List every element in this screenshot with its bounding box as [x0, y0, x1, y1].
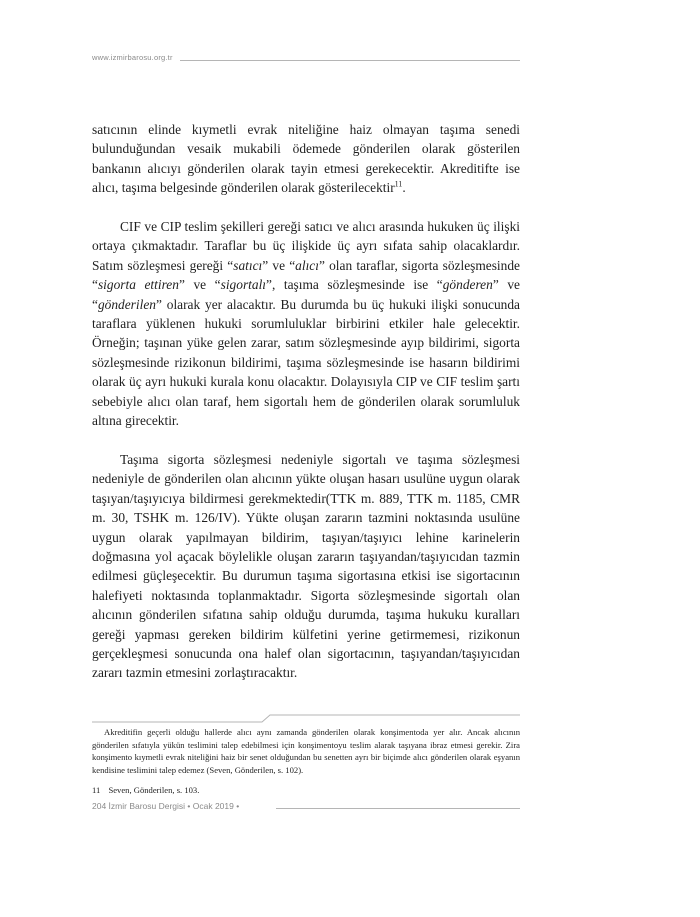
text-run: ” olarak yer alacaktır. Bu durumda bu üç hukuki ilişki sonucunda taraflara yüklenen hukuki sorumluluklar birbirini etkiler hale gelecektir. Örneğin; taşınan yüke gelen zarar, satım sözleşmesinde ayıp bildirimi, sigorta sözleşmesinde rizikonun bildirimi, taşıma sözleşmesinde ise hasarın bildirimi olarak üç ayrı hukuki kurala konu olacaktır. Dolayısıyla CIP ve CIF teslim şartı sebebiyle alıcı olan taraf, hem sigortalı hem de gönderilen olarak sorumluluk altına girecektir. [92, 296, 520, 429]
footnote-11 [92, 785, 199, 795]
footer-text: 204 İzmir Barosu Dergisi • Ocak 2019 • [92, 801, 240, 811]
footnote-11-text: Seven, Gönderilen, s. 103. [108, 785, 200, 795]
text-run: CIF ve CIP teslim şekilleri gereği satıcı ve alıcı arasında hukuken üç ilişki ortaya çıkmaktadır. Taraflar bu üç ilişkide üç ayrı sıfata sahip olacaklardır. Satım sözleşmesi gereği “ [92, 219, 520, 273]
footer-rule [276, 808, 520, 809]
paragraph-1 [92, 120, 520, 198]
text-run: ” olan taraflar, sigorta sözleşmesinde “ [92, 257, 520, 293]
text-run: Taşıma sigorta sözleşmesi nedeniyle sigortalı ve taşıma sözleşmesi nedeniyle de gönderilen olan alıcının yükte oluşan hasarı usulüne uygun olarak taşıyan/taşıyıcıya bildirmesi gerekmektedir(TTK m. 889, TTK m. 1185, CMR m. 30, TSHK m. 126/IV). Yükte oluşan zararın tazmini noktasında usulüne uygun olarak yapılmayan bildirim, taşıyan/taşıyıcı lehine karinelerin doğmasına yol açacak böylelikle oluşan zararın taşıyandan/taşıyıcıdan tazmin edilmesi güçleşecektir. Bu durumun taşıma sigortasına etkisi ise sigortacının halefiyeti noktasında toplanmaktadır. Sigorta sözleşmesinde sigortalı olan alıcının gönderilen sıfatına sahip olduğu durumda, taşıma hukuku kuralları gereği yapması gereken bildirim külfetini yerine getirmemesi, rizikonun gerçekleşmesi sonucunda ona halef olan sigortacının, taşıyandan/taşıyıcıdan zararı tazmin etmesini zorlaştıracaktır. [92, 451, 520, 681]
text-run: ” ve “ [178, 277, 221, 293]
footnote-continued-text: Akreditifin geçerli olduğu hallerde alıcı aynı zamanda gönderilen olarak konşimentoda yer alır. Ancak alıcının gönderilen sıfatıyla yükün teslimini talep edebilmesi için konşimentoyu teslim alarak taşıyana ibraz etmesi gerekir. Zira konşimento kıymetli evrak niteliğini haiz bir senet olduğundan bu senetten ayrı bir biçimde alıcı gönderilen olarak eşyanın kendisine teslimini talep edemez (Seven, Gönderilen, s. 102). [92, 727, 520, 775]
footnote-11-number: 11 [92, 785, 101, 795]
text-run: . [402, 180, 406, 196]
italic-term: satıcı [233, 257, 263, 273]
italic-term: gönderen [442, 277, 493, 293]
italic-term: gönderilen [97, 296, 156, 312]
text-run: ” ve “ [262, 257, 296, 273]
footnote-ref: 11 [394, 179, 403, 189]
running-footer [92, 801, 520, 815]
italic-term: sigortalı [220, 277, 267, 293]
header-rule [180, 60, 520, 61]
footnote-divider [92, 712, 520, 724]
text-run: ”, taşıma sözleşmesinde ise “ [266, 277, 443, 293]
article-body [92, 120, 520, 683]
paragraph-2 [92, 217, 520, 430]
running-header [92, 53, 520, 67]
italic-term: sigorta ettiren [97, 277, 179, 293]
paragraph-3 [92, 450, 520, 683]
footnote-continued [92, 726, 520, 776]
text-run: ” ve “ [92, 277, 520, 312]
text-run: satıcının elinde kıymetli evrak niteliğine haiz olmayan taşıma senedi bulunduğundan vesaik mukabili ödemede gönderilen olarak gösterilen bankanın alıcıyı gönderilen olarak tayin etmesi gerekecektir. Akreditifte ise alıcı, taşıma belgesinde gönderilen olarak gösterilecektir [92, 122, 520, 196]
italic-term: alıcı [295, 257, 319, 273]
header-url: www.izmirbarosu.org.tr [92, 53, 173, 62]
